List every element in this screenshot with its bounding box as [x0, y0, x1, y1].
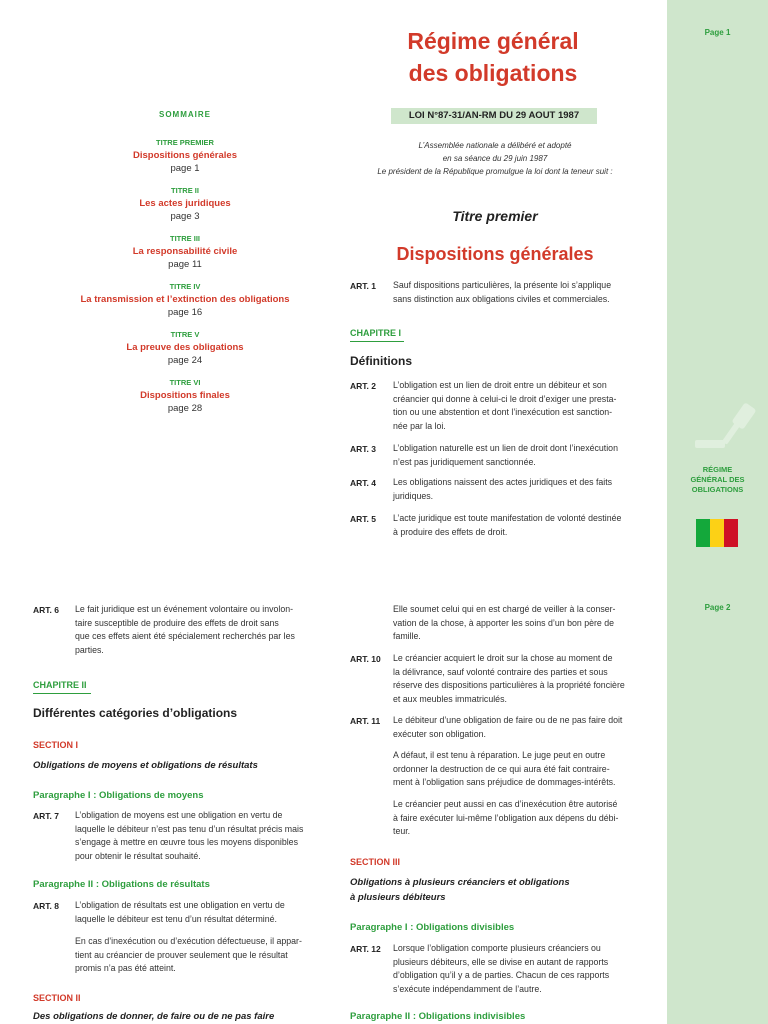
- text-line: Elle soumet celui qui en est chargé de veiller à la conser-: [393, 604, 616, 614]
- text-line: A défaut, il est tenu à réparation. Le juge peut en outre: [393, 750, 606, 760]
- text-line: famille.: [393, 631, 421, 641]
- article-label: ART. 6: [33, 605, 59, 615]
- toc-name: La responsabilité civile: [132, 246, 238, 257]
- text-line: née par la loi.: [393, 420, 446, 431]
- toc-page: page 16: [167, 307, 203, 318]
- text-line: Lorsque l’obligation comporte plusieurs créanciers ou: [393, 943, 601, 953]
- text-line: à faire exécuter lui-même l’obligation aux dépens du débi-: [393, 812, 619, 823]
- doc-title-line2: des obligations: [408, 60, 578, 86]
- article-label: ART. 7: [33, 811, 59, 821]
- article-text: [393, 652, 643, 706]
- text-line: d’obligation qu’il y a de parties. Chacun de ces rapports: [393, 970, 610, 980]
- article-text: [393, 279, 643, 306]
- text-line: teur.: [393, 826, 411, 836]
- paragraph-heading: Paragraphe II : Obligations indivisibles: [350, 1011, 526, 1022]
- section-label: SECTION III: [350, 857, 401, 867]
- page-number-2: Page 2: [704, 603, 731, 612]
- toc-name: La preuve des obligations: [126, 342, 244, 353]
- article-text: [393, 442, 643, 469]
- chapter-underline: [33, 693, 91, 694]
- section-title: à plusieurs débiteurs: [350, 892, 446, 903]
- page-number-1: Page 1: [704, 28, 731, 37]
- flag-stripe-green: [696, 519, 710, 547]
- article-text: [393, 476, 643, 503]
- chapter-title: Définitions: [350, 354, 412, 368]
- chapter-underline: [350, 341, 404, 342]
- article-label: ART. 5: [350, 514, 376, 524]
- article-text: [393, 749, 643, 790]
- doc-title-line1: Régime général: [407, 28, 579, 54]
- section-title: Des obligations de donner, de faire ou de ne pas faire: [33, 1011, 275, 1022]
- text-line: et aux meubles immatriculés.: [393, 693, 507, 704]
- text-line: ordonner la destruction de ce qui aura été fait contraire-: [393, 763, 610, 774]
- text-line: Le débiteur d’une obligation de faire ou de ne pas faire doit: [393, 715, 623, 725]
- toc-page: page 1: [170, 163, 200, 174]
- toc-entry[interactable]: [40, 184, 330, 223]
- gavel-icon: [695, 400, 768, 460]
- text-line: n’est pas juridiquement sanctionnée.: [393, 456, 536, 467]
- toc-titre: TITRE II: [171, 186, 199, 195]
- toc-page: page 3: [170, 211, 200, 222]
- section-label: SECTION II: [33, 993, 81, 1003]
- text-line: vation de la chose, à apporter les soins d’un bon père de: [393, 617, 615, 628]
- sidebar-label-line: RÉGIME: [702, 465, 733, 474]
- article-text: [393, 942, 643, 996]
- text-line: ment à l’obligation sans préjudice de dommages-intérêts.: [393, 777, 616, 787]
- text-line: que ces effets aient été spécialement recherchés par les: [75, 631, 295, 641]
- text-line: L’obligation naturelle est un lien de droit dont l’inexécution: [393, 443, 618, 453]
- paragraph-heading: Paragraphe I : Obligations divisibles: [350, 922, 515, 933]
- sidebar-label-line: OBLIGATIONS: [691, 485, 744, 494]
- article-text: [393, 379, 643, 433]
- article-label: ART. 2: [350, 381, 376, 391]
- toc-entry[interactable]: [40, 376, 330, 415]
- toc-page: page 28: [167, 403, 203, 414]
- toc-titre: TITRE VI: [169, 378, 201, 387]
- intro-line: en sa séance du 29 juin 1987: [442, 154, 548, 163]
- toc-entry[interactable]: [40, 232, 330, 271]
- text-line: L’obligation de moyens est une obligation en vertu de: [75, 810, 283, 820]
- article-label: ART. 1: [350, 281, 376, 291]
- article-text: [393, 603, 643, 644]
- article-label: ART. 8: [33, 901, 59, 911]
- text-line: exécuter son obligation.: [393, 728, 486, 739]
- article-text: [393, 798, 643, 839]
- text-line: créancier qui donne à celui-ci le droit d’exiger une presta-: [393, 393, 617, 404]
- toc-page: page 11: [168, 259, 202, 270]
- text-line: taire susceptible de produire des effets de droit sans: [75, 617, 279, 628]
- text-line: la délivrance, sauf volonté contraire des parties et sous: [393, 666, 608, 677]
- text-line: promis n’a pas été atteint.: [75, 963, 176, 973]
- toc-name: Les actes juridiques: [139, 198, 231, 209]
- toc-titre: TITRE PREMIER: [156, 138, 214, 147]
- text-line: s’exécute indépendamment de l’autre.: [393, 983, 542, 994]
- text-line: pour obtenir le résultat souhaité.: [75, 850, 201, 861]
- chapter-label: CHAPITRE I: [350, 328, 402, 338]
- intro-line: Le président de la République promulgue la loi dont la teneur suit :: [377, 167, 613, 176]
- article-text: [393, 714, 643, 741]
- flag-stripe-yellow: [710, 519, 724, 547]
- text-line: juridiques.: [393, 490, 434, 501]
- article-label: ART. 3: [350, 444, 376, 454]
- chapter-title: Différentes catégories d’obligations: [33, 706, 238, 720]
- text-line: parties.: [75, 644, 104, 655]
- paragraph-heading: Paragraphe II : Obligations de résultats: [33, 879, 210, 890]
- article-text: [393, 512, 643, 539]
- sommaire-heading: SOMMAIRE: [159, 110, 211, 119]
- text-line: Sauf dispositions particulières, la présente loi s’applique: [393, 280, 612, 290]
- text-line: L’obligation est un lien de droit entre un débiteur et son: [393, 380, 607, 390]
- text-line: sans distinction aux obligations civiles et commerciales.: [393, 293, 610, 304]
- toc-titre: TITRE V: [170, 330, 200, 339]
- toc-name: Dispositions générales: [132, 150, 237, 161]
- article-text: [75, 603, 322, 657]
- section-label: SECTION I: [33, 740, 79, 750]
- article-label: ART. 11: [350, 716, 381, 726]
- toc-name: Dispositions finales: [140, 390, 230, 401]
- chapter-label: CHAPITRE II: [33, 680, 87, 690]
- toc-titre: TITRE III: [170, 234, 200, 243]
- sidebar-label: [670, 465, 765, 495]
- text-line: Le créancier acquiert le droit sur la chose au moment de: [393, 653, 613, 663]
- toc-entry[interactable]: [40, 328, 330, 367]
- text-line: s’engage à mettre en œuvre tous les moyens disponibles: [75, 837, 298, 847]
- text-line: à produire des effets de droit.: [393, 526, 508, 537]
- section-title: Obligations de moyens et obligations de résultats: [33, 760, 258, 771]
- text-line: laquelle le débiteur est tenu d’un résultat déterminé.: [75, 913, 277, 924]
- text-line: Les obligations naissent des actes juridiques et des faits: [393, 477, 613, 487]
- green-sidebar: [667, 0, 768, 1024]
- section-title: Obligations à plusieurs créanciers et obligations: [350, 877, 570, 888]
- text-line: Le créancier peut aussi en cas d’inexécution être autorisé: [393, 799, 618, 809]
- article-text: [75, 899, 322, 926]
- text-line: tient au créancier de prouver seulement que le résultat: [75, 949, 288, 960]
- text-line: tion ou une abstention et dont l’inexécution est sanction-: [393, 407, 613, 417]
- article-text: [75, 935, 322, 976]
- flag-stripe-red: [724, 519, 738, 547]
- text-line: L’obligation de résultats est une obligation en vertu de: [75, 900, 285, 910]
- article-label: ART. 12: [350, 944, 381, 954]
- toc-titre: TITRE IV: [169, 282, 201, 291]
- intro-line: L’Assemblée nationale a délibéré et adopté: [418, 141, 572, 150]
- paragraph-heading: Paragraphe I : Obligations de moyens: [33, 790, 204, 801]
- text-line: L’acte juridique est toute manifestation de volonté destinée: [393, 513, 622, 523]
- text-line: laquelle le débiteur n’est pas tenu d’un résultat précis mais: [75, 823, 304, 834]
- toc-name: La transmission et l’extinction des obligations: [80, 294, 290, 305]
- text-line: réserve des dispositions particulières à la propriété foncière: [393, 680, 625, 690]
- text-line: Le fait juridique est un événement volontaire ou involon-: [75, 604, 294, 614]
- sidebar-label-line: GÉNÉRAL DES: [690, 475, 745, 484]
- titre-premier: Titre premier: [452, 208, 538, 224]
- article-label: ART. 4: [350, 478, 376, 488]
- article-text: [75, 809, 322, 863]
- law-reference: LOI N°87-31/AN-RM DU 29 AOUT 1987: [391, 108, 597, 124]
- dispositions-heading: Dispositions générales: [396, 244, 594, 264]
- toc-entry[interactable]: [40, 280, 330, 319]
- text-line: plusieurs débiteurs, elle se divise en autant de rapports: [393, 956, 609, 967]
- toc-entry[interactable]: [40, 136, 330, 175]
- article-label: ART. 10: [350, 654, 381, 664]
- mali-flag: [696, 519, 738, 547]
- toc-page: page 24: [167, 355, 203, 366]
- text-line: En cas d’inexécution ou d’exécution défectueuse, il appar-: [75, 936, 302, 946]
